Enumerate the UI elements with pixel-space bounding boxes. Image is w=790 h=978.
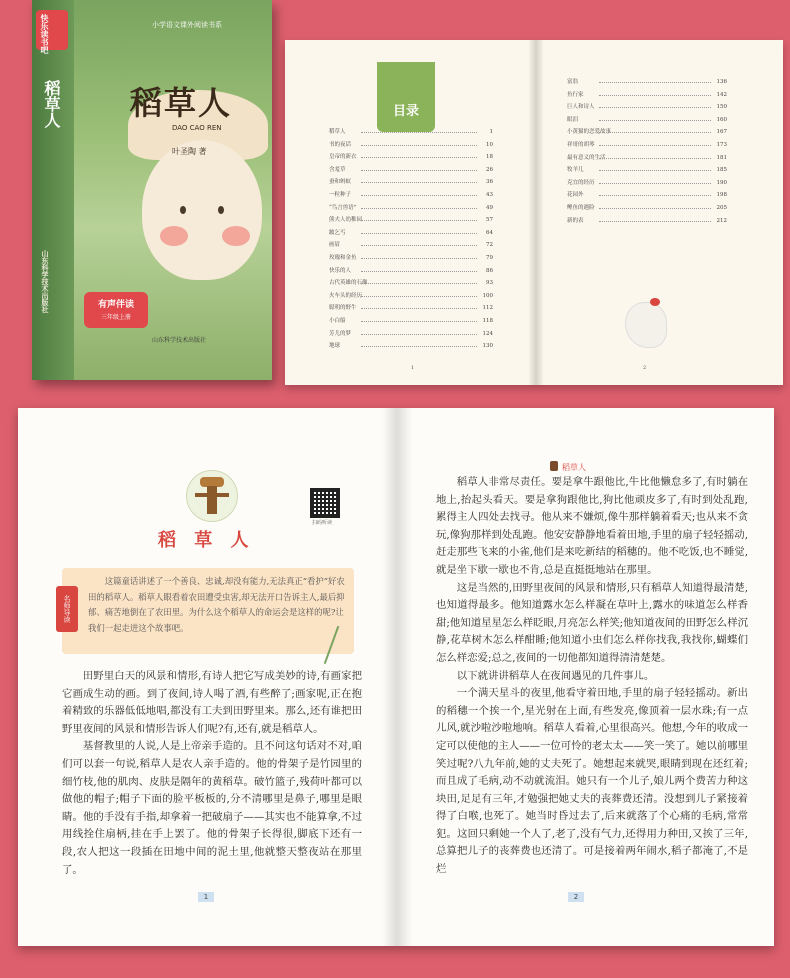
toc-spread	[285, 40, 783, 385]
eye-shape	[180, 206, 186, 214]
toc-entry-leader	[361, 258, 477, 259]
toc-entry-leader	[361, 195, 477, 196]
toc-entry[interactable]	[329, 239, 493, 252]
toc-entry[interactable]	[329, 202, 493, 215]
intro-text: 这篇童话讲述了一个善良、忠诚,却没有能力,无法真正“看护”好农田的稻草人。稻草人眼看着农田遭受虫害,却无法开口告诉主人,最后抑郁、痛苦地倒在了农田里。为什么这个稻草人的命运会是这样的呢?让我们一起走进这个故事吧。	[88, 576, 345, 633]
book-cover	[32, 0, 272, 380]
page-number: 1	[198, 892, 214, 902]
body-paragraph: 田野里白天的风景和情形,有诗人把它写成美妙的诗,有画家把它画成生动的画。到了夜间,诗人喝了酒,有些醉了;画家呢,正在抱着精致的乐器低低地唱,都没有工夫到田野里来。那么,还有谁把田野里夜间的风景和情形告诉人们呢?有,还有,就是稻草人。	[62, 670, 362, 735]
toc-entry-leader	[361, 182, 477, 183]
toc-entry[interactable]	[567, 89, 727, 102]
toc-entry-page: 18	[486, 154, 493, 161]
spine-publisher: 山东科学技术出版社	[41, 250, 50, 313]
toc-entry-page: 142	[716, 91, 727, 98]
toc-entry[interactable]	[567, 152, 727, 165]
toc-entry[interactable]	[329, 139, 493, 152]
toc-right-page-number: 2	[643, 365, 647, 371]
toc-entry-page: 112	[482, 305, 493, 312]
toc-entry[interactable]	[567, 139, 727, 152]
toc-entry-page: 212	[716, 217, 727, 224]
toc-entry-title: 画眉	[329, 242, 341, 249]
toc-list-right	[567, 76, 727, 227]
toc-entry-page: 185	[716, 167, 727, 174]
toc-entry[interactable]	[567, 189, 727, 202]
toc-entry-leader	[599, 107, 711, 108]
toc-entry[interactable]	[329, 151, 493, 164]
hen-comb-shape	[650, 298, 660, 306]
toc-entry-page: 93	[486, 280, 493, 287]
toc-entry-leader	[361, 233, 477, 234]
toc-entry-title: 花园外	[567, 192, 584, 199]
right-page-body	[436, 474, 748, 879]
toc-entry-page: 86	[486, 267, 493, 274]
toc-entry-page: 190	[716, 179, 727, 186]
toc-entry[interactable]	[567, 126, 727, 139]
toc-entry-page: 72	[486, 242, 493, 249]
toc-entry-leader	[599, 183, 711, 184]
toc-entry-title: 稻草人	[329, 129, 346, 135]
toc-entry[interactable]	[329, 126, 493, 139]
toc-entry-title: 火车头的经历	[329, 292, 363, 299]
toc-entry[interactable]	[329, 290, 493, 303]
toc-entry-leader	[361, 271, 477, 272]
cheek-shape	[160, 226, 188, 246]
toc-entry-page: 100	[482, 292, 493, 299]
eye-shape	[218, 206, 224, 214]
toc-entry-leader	[361, 283, 477, 284]
left-page	[18, 408, 396, 946]
cover-pinyin: DAO CAO REN	[172, 124, 222, 132]
toc-left-page-number: 1	[411, 365, 415, 371]
intro-badge: 名师导读	[56, 586, 78, 632]
body-paragraph: 这是当然的,田野里夜间的风景和情形,只有稻草人知道得最清楚,也知道得最多。他知道露水怎么样凝在草叶上,露水的味道怎么样香甜;他知道星星怎么样眨眼,月亮怎么样笑;他知道夜间的田野怎么样沉静,花草树木怎么样酣睡;他知道小虫们怎么样你找我,我找你,蝴蝶们怎么样恋爱;总之,夜间的一切他都知道得清清楚楚。	[436, 581, 748, 664]
toc-entry-title: 玫瑰和金鱼	[329, 254, 357, 261]
audio-badge-label: 有声伴读	[97, 300, 134, 310]
toc-entry-leader	[361, 208, 477, 209]
body-paragraph: 一个满天星斗的夜里,他看守着田地,手里的扇子轻轻摇动。新出的稻穗一个挨一个,星光射在上面,有些发亮,像顶着一层水珠;有一点儿风,就沙啦沙啦地响。稻草人看着,心里很高兴。他想,今年的收成一定可以使他的主人——一位可怜的老太太——笑一笑了。她以前哪里笑过呢?八九年前,她的丈夫死了。她想起来就哭,眼睛到现在还红着;而且成了毛病,动不动就流泪。她只有一个儿子,娘儿两个费苦力种这块田,足足有三年,才勉强把她丈夫的丧葬费还清。没想到儿子紧接着得了白喉,也死了。她当时昏过去了,后来就落了个心痛的毛病,常常犯。这回只剩她一个人了,老了,没有气力,还得用力种田,又挨了三年,总算把儿子的丧葬费也还清了。可是接着两年闹水,稻子都淹了,不是烂	[436, 687, 748, 876]
toc-entry-page: 57	[486, 217, 493, 224]
toc-entry-page: 1	[489, 129, 493, 135]
toc-entry-title: 鲤鱼的遇险	[567, 204, 595, 211]
toc-entry-leader	[361, 334, 477, 335]
toc-entry-page: 10	[486, 141, 493, 148]
toc-entry-title: 蚕和蚂蚁	[329, 179, 352, 186]
grade-badge-label: 三年级上册	[100, 314, 131, 321]
toc-entry-page: 205	[716, 204, 727, 211]
toc-entry-title: 鱼行家	[567, 91, 584, 98]
toc-entry[interactable]	[567, 202, 727, 215]
toc-entry-page: 43	[486, 191, 493, 198]
toc-entry[interactable]	[329, 227, 493, 240]
toc-entry[interactable]	[329, 328, 493, 341]
toc-entry-title: 小黄猫的恋爱故事	[567, 129, 612, 136]
toc-entry-leader	[599, 208, 711, 209]
toc-entry[interactable]	[329, 265, 493, 278]
running-head: 稻草人	[562, 463, 586, 472]
toc-entry-page: 64	[486, 229, 493, 236]
toc-entry-title: 克宜的经历	[567, 179, 595, 186]
toc-entry-title: 祥哥的胡琴	[567, 141, 595, 148]
toc-entry[interactable]	[329, 176, 493, 189]
book-spine	[32, 0, 74, 380]
toc-entry[interactable]	[567, 101, 727, 114]
toc-entry[interactable]	[567, 177, 727, 190]
toc-entry-leader	[361, 145, 477, 146]
scarecrow-icon	[550, 461, 558, 471]
scarecrow-icon	[186, 470, 238, 522]
spine-title: 稻草人	[42, 80, 61, 128]
toc-entry[interactable]	[329, 315, 493, 328]
toc-entry-leader	[599, 195, 711, 196]
toc-entry-title: 皇帝的新衣	[329, 154, 357, 161]
toc-entry-leader	[599, 158, 711, 159]
toc-entry-title: 新的表	[567, 217, 584, 224]
toc-entry-leader	[361, 170, 477, 171]
toc-entry-title: 聪明的野牛	[329, 305, 357, 312]
toc-entry-title: 眼泪	[567, 116, 579, 123]
toc-entry[interactable]	[567, 164, 727, 177]
story-spread	[18, 408, 774, 946]
toc-entry-page: 118	[482, 317, 493, 324]
toc-entry-page: 130	[482, 343, 493, 350]
toc-entry-title: 古代英雄的石像	[329, 280, 368, 287]
toc-entry[interactable]	[567, 76, 727, 89]
toc-entry-title: 巨人和诗人	[567, 104, 595, 111]
toc-entry-page: 181	[716, 154, 727, 161]
toc-entry-leader	[599, 82, 711, 83]
toc-entry-page: 49	[486, 204, 493, 211]
toc-entry-page: 136	[716, 79, 727, 85]
toc-entry[interactable]	[329, 252, 493, 265]
toc-entry[interactable]	[567, 114, 727, 127]
toc-entry-title: 一粒种子	[329, 191, 352, 198]
toc-entry-page: 167	[716, 129, 727, 136]
toc-entry-leader	[361, 157, 477, 158]
toc-entry[interactable]	[329, 164, 493, 177]
toc-list-left	[329, 126, 493, 353]
toc-entry-title: 熊夫人幼稚园	[329, 217, 363, 224]
toc-entry-page: 198	[716, 192, 727, 199]
toc-entry-page: 160	[716, 116, 727, 123]
toc-entry-leader	[361, 346, 477, 347]
toc-entry-title: 芳儿的梦	[329, 330, 352, 337]
toc-entry[interactable]	[567, 215, 727, 228]
toc-entry-leader	[361, 220, 477, 221]
qr-code-label: 扫码听读	[312, 520, 333, 526]
toc-entry-leader	[361, 321, 477, 322]
toc-entry-page: 79	[486, 254, 493, 261]
spine-series: 快乐读书吧	[40, 14, 50, 54]
cover-publisher: 山东科学技术出版社	[152, 337, 207, 344]
cover-author: 叶圣陶 著	[172, 147, 207, 156]
scarecrow-face-illustration	[142, 140, 262, 280]
toc-entry-title: 含羞草	[329, 166, 346, 173]
page-number: 2	[568, 892, 584, 902]
toc-entry[interactable]	[329, 302, 493, 315]
toc-entry-leader	[599, 145, 711, 146]
toc-entry[interactable]	[329, 340, 493, 353]
body-paragraph: 稻草人非常尽责任。要是拿牛跟他比,牛比他懒怠多了,有时躺在地上,抬起头看天。要是拿狗跟他比,狗比他顽皮多了,有时到处乱跑,累得主人四处去找寻。他从来不嫌烦,像牛那样躺着看天;也从来不贪玩,像狗那样到处乱跑。他安安静静地看着田地,手里的扇子轻轻摇动,赶走那些飞来的小雀,他们是来吃新结的稻穗的。他不吃饭,也不睡觉,就是坐下歇一歇也不肯,总是直挺挺地站在那里。	[436, 476, 748, 576]
cover-title: 稻草人	[130, 84, 233, 122]
toc-entry-title: 小白船	[329, 317, 346, 324]
book-gutter	[529, 40, 543, 385]
story-title: 稻 草 人	[158, 530, 255, 551]
toc-entry-page: 36	[486, 179, 493, 186]
toc-entry-leader	[599, 95, 711, 96]
toc-entry-title: 富翁	[567, 79, 579, 85]
toc-entry[interactable]	[329, 214, 493, 227]
toc-entry-page: 26	[486, 166, 493, 173]
toc-entry-title: 跛乞丐	[329, 229, 346, 236]
toc-entry[interactable]	[329, 277, 493, 290]
toc-entry-title: 最有意义的生活	[567, 154, 606, 161]
toc-entry-leader	[599, 120, 711, 121]
body-paragraph: 基督教里的人说,人是上帝亲手造的。且不问这句话对不对,咱们可以套一句说,稻草人是农人亲手造的。他的骨架子是竹园里的细竹枝,他的肌肉、皮肤是隔年的黄稻草。破竹篮子,残荷叶都可以做他的帽子;帽子下面的脸平板板的,分不清哪里是鼻子,哪里是眼睛。他的手没有手指,却拿着一把破扇子——其实也不能算拿,不过用线拴住扇柄,挂在手上罢了。他的骨架子长得很,脚底下还有一段,农人把这一段插在田地中间的泥土里,他就整天整夜站在那里了。	[62, 740, 362, 876]
qr-code[interactable]	[310, 488, 340, 518]
cheek-shape	[222, 226, 250, 246]
toc-entry-page: 150	[716, 104, 727, 111]
toc-entry-leader	[361, 245, 477, 246]
audio-badge	[84, 292, 148, 328]
toc-heading: 目录	[392, 104, 419, 119]
toc-entry-title: 书的夜话	[329, 141, 352, 148]
toc-entry-title: 地球	[329, 343, 341, 350]
toc-heading-banner	[377, 62, 435, 132]
right-page	[396, 408, 774, 946]
cover-series-tag: 小学语文课外阅读书系	[152, 21, 222, 29]
toc-entry-leader	[599, 170, 711, 171]
toc-entry-leader	[361, 296, 477, 297]
body-paragraph: 以下就讲讲稻草人在夜间遇见的几件事儿。	[456, 669, 655, 682]
toc-entry-page: 124	[482, 330, 493, 337]
left-page-body	[62, 668, 362, 879]
scarecrow-body-shape	[207, 486, 217, 514]
intro-box	[62, 568, 354, 654]
toc-entry-leader	[599, 132, 711, 133]
hen-illustration	[625, 302, 667, 348]
toc-entry-title: 快乐的人	[329, 267, 352, 274]
toc-entry[interactable]	[329, 189, 493, 202]
toc-entry-page: 173	[716, 141, 727, 148]
toc-entry-title: 牧羊儿	[567, 167, 584, 174]
toc-entry-leader	[361, 132, 477, 133]
toc-entry-title: “鸟言兽语”	[329, 204, 357, 211]
toc-entry-leader	[361, 308, 477, 309]
toc-entry-leader	[599, 221, 711, 222]
